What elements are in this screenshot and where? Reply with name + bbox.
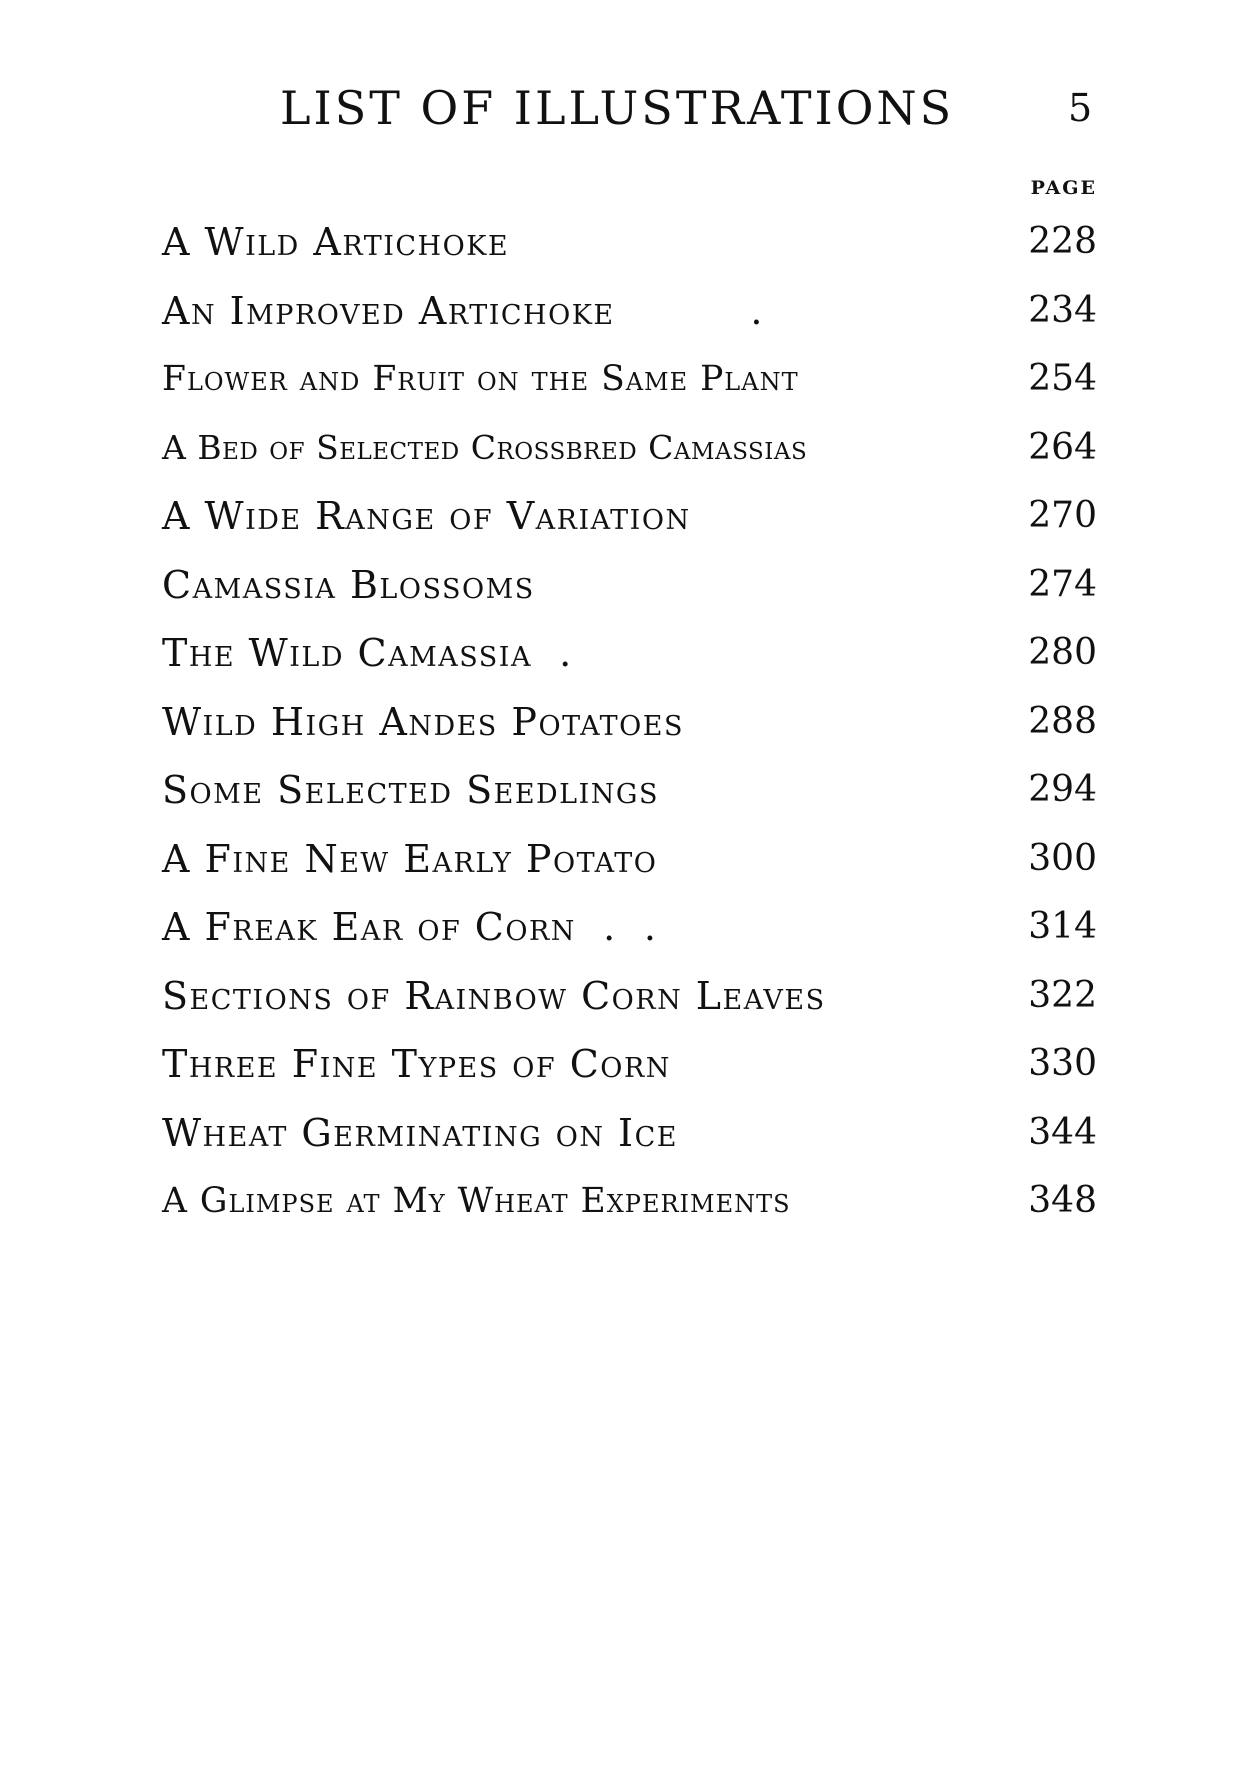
page-column-label: PAGE [1030,177,1097,199]
list-item [162,482,1097,551]
illustration-title: Some Selected Seedlings [162,768,659,812]
list-item [162,345,1097,414]
list-item [162,1167,1097,1236]
illustration-title: A Freak Ear of Corn . . [162,905,658,949]
illustration-title: A Fine New Early Potato [162,836,658,881]
illustration-title: Flower and Fruit on the Same Plant [162,359,799,399]
page-number: 5 [1068,86,1093,130]
illustration-page: 270 [1028,495,1097,536]
list-item [162,1030,1097,1099]
illustration-title: Camassia Blossoms [162,562,535,607]
illustration-page: 264 [1028,426,1097,468]
illustration-page: 254 [1028,358,1097,399]
illustration-title: A Wild Artichoke [162,220,510,264]
illustration-page: 228 [1028,221,1097,262]
illustration-page: 330 [1028,1043,1097,1084]
illustration-page: 234 [1028,289,1097,331]
list-item [162,962,1097,1031]
list-item [162,688,1097,757]
list-item [162,825,1097,894]
page-title: LIST OF ILLUSTRATIONS [280,81,955,135]
illustration-page: 300 [1028,837,1097,879]
illustration-title: A Bed of Selected Crossbred Camassias [162,427,808,467]
illustration-title: Three Fine Types of Corn [162,1042,671,1086]
illustration-title: A Wide Range of Variation [162,494,691,538]
illustrations-list [162,208,1097,1236]
illustration-page: 274 [1028,563,1097,605]
list-item [162,414,1097,483]
illustration-page: 294 [1028,769,1097,810]
illustration-page: 280 [1028,632,1097,673]
list-item [162,756,1097,825]
illustration-page: 348 [1028,1180,1097,1221]
illustration-page: 288 [1028,700,1097,742]
list-item [162,551,1097,620]
illustration-title: A Glimpse at My Wheat Experiments [162,1181,791,1221]
illustration-title: The Wild Camassia . [162,631,573,675]
illustration-title: An Improved Artichoke . [162,288,764,333]
illustration-page: 344 [1028,1111,1097,1153]
list-item [162,1099,1097,1168]
illustration-title: Sections of Rainbow Corn Leaves [162,973,826,1018]
list-item [162,619,1097,688]
illustration-title: Wheat Germinating on Ice [162,1110,678,1155]
illustration-title: Wild High Andes Potatoes [162,699,684,744]
list-item [162,208,1097,277]
list-item [162,893,1097,962]
illustration-page: 314 [1028,906,1097,947]
list-item [162,277,1097,346]
illustration-page: 322 [1028,974,1097,1016]
